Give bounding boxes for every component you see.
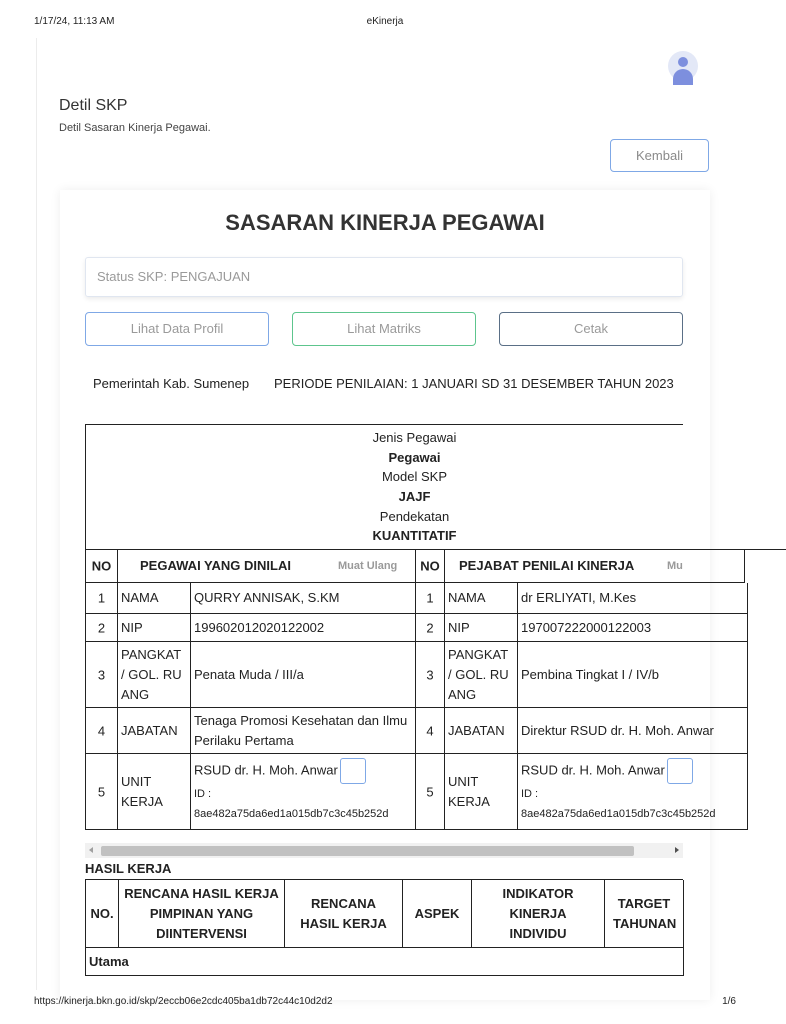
print-footer [34,996,736,1010]
scroll-left-icon[interactable] [89,847,93,853]
row2-label: NIP [118,614,191,642]
print-header [34,16,736,30]
page-subtitle: Detil Sasaran Kinerja Pegawai. [59,122,211,134]
row1-label-right: NAMA [445,583,518,614]
row4-label: JABATAN [118,708,191,754]
organization-name: Pemerintah Kab. Sumenep [93,376,250,391]
hk-header-rencana-pimpinan: RENCANA HASIL KERJA PIMPINAN YANG DIINTERVENSI [119,880,285,948]
page-title: Detil SKP [59,97,128,114]
row4-pegawai: Tenaga Promosi Kesehatan dan Ilmu Perilaku Pertama [191,708,416,754]
hk-header-indikator: INDIKATOR KINERJA INDIVIDU [472,880,605,948]
model-value: JAJF [398,489,431,504]
hasil-kerja-title: HASIL KERJA [85,861,172,876]
row3-label: PANGKAT / GOL. RUANG [118,642,191,708]
row1-no-right: 1 [416,583,445,614]
row1-no: 1 [86,583,118,614]
hk-header-target: TARGET TAHUNAN [605,880,684,948]
status-field: Status SKP: PENGAJUAN [85,257,683,297]
row4-no-right: 4 [416,708,445,754]
row5-label-right: UNIT KERJA [445,754,518,830]
scroll-right-icon[interactable] [675,847,679,853]
row5-label: UNIT KERJA [118,754,191,830]
print-url: https://kinerja.bkn.go.id/skp/2eccb06e2cdc405ba1db72c44c10d2d2 [34,996,333,1007]
header-pejabat: Mu PEJABAT PENILAI KINERJA [445,550,745,583]
back-button[interactable]: Kembali [610,139,709,172]
row2-pegawai: 199602012020122002 [191,614,416,642]
row4-label-right: JABATAN [445,708,518,754]
employee-type-block [86,425,786,550]
row2-pejabat: 197007222000122003 [518,614,748,642]
row1-pejabat: dr ERLIYATI, M.Kes [518,583,748,614]
hk-section-utama: Utama [86,948,684,976]
avatar-body-shape [673,69,693,85]
row3-label-right: PANGKAT / GOL. RUANG [445,642,518,708]
unit-kerja-pejabat-button[interactable] [667,758,693,784]
row4-pejabat: Direktur RSUD dr. H. Moh. Anwar [518,708,748,754]
view-matrix-button[interactable]: Lihat Matriks [292,312,476,346]
page-edge [36,38,37,990]
unit-kerja-pejabat-id-label: ID : [521,788,539,800]
unit-kerja-pejabat-id: 8ae482a75da6ed1a015db7c3c45b252d [521,808,716,820]
user-avatar-icon[interactable] [668,51,698,81]
row2-no-right: 2 [416,614,445,642]
model-label: Model SKP [381,469,448,484]
row5-no: 5 [86,754,118,830]
row1-label: NAMA [118,583,191,614]
hk-header-aspek: ASPEK [403,880,472,948]
row5-pegawai [191,754,416,830]
assessment-period: PERIODE PENILAIAN: 1 JANUARI SD 31 DESEMBER TAHUN 2023 [274,376,674,391]
row2-no: 2 [86,614,118,642]
unit-kerja-pejabat: RSUD dr. H. Moh. Anwar [521,762,665,778]
avatar-head-shape [678,57,688,67]
hk-header-no: NO. [86,880,119,948]
jenis-label: Jenis Pegawai [372,430,457,445]
view-profile-button[interactable]: Lihat Data Profil [85,312,269,346]
row3-pegawai: Penata Muda / III/a [191,642,416,708]
header-pegawai: Muat Ulang PEGAWAI YANG DINILAI [118,550,416,583]
reload-pejabat-link[interactable]: Mu [667,560,683,572]
reload-pegawai-link[interactable]: Muat Ulang [338,560,398,572]
print-page-count: 1/6 [722,996,736,1007]
row1-pegawai: QURRY ANNISAK, S.KM [191,583,416,614]
hasil-kerja-table [85,879,683,976]
unit-kerja-pegawai: RSUD dr. H. Moh. Anwar [194,762,338,778]
row4-no: 4 [86,708,118,754]
row2-label-right: NIP [445,614,518,642]
print-datetime: 1/17/24, 11:13 AM [34,16,115,27]
unit-kerja-pegawai-id-label: ID : [194,788,212,800]
row5-no-right: 5 [416,754,445,830]
employee-table [85,424,716,830]
scrollbar-thumb[interactable] [101,846,634,856]
hk-header-rencana: RENCANA HASIL KERJA [285,880,403,948]
row3-no: 3 [86,642,118,708]
unit-kerja-pegawai-button[interactable] [340,758,366,784]
print-page-title: eKinerja [366,16,404,27]
pendekatan-label: Pendekatan [379,509,450,524]
skp-card [60,190,716,1000]
card-title: SASARAN KINERJA PEGAWAI [225,210,545,235]
header-no-right: NO [416,550,445,583]
pendekatan-value: KUANTITATIF [372,528,457,543]
row3-no-right: 3 [416,642,445,708]
print-button[interactable]: Cetak [499,312,683,346]
row5-pejabat [518,754,748,830]
unit-kerja-pegawai-id: 8ae482a75da6ed1a015db7c3c45b252d [194,808,389,820]
jenis-value: Pegawai [388,450,441,465]
horizontal-scrollbar[interactable] [85,843,683,858]
header-no-left: NO [86,550,118,583]
row3-pejabat: Pembina Tingkat I / IV/b [518,642,748,708]
